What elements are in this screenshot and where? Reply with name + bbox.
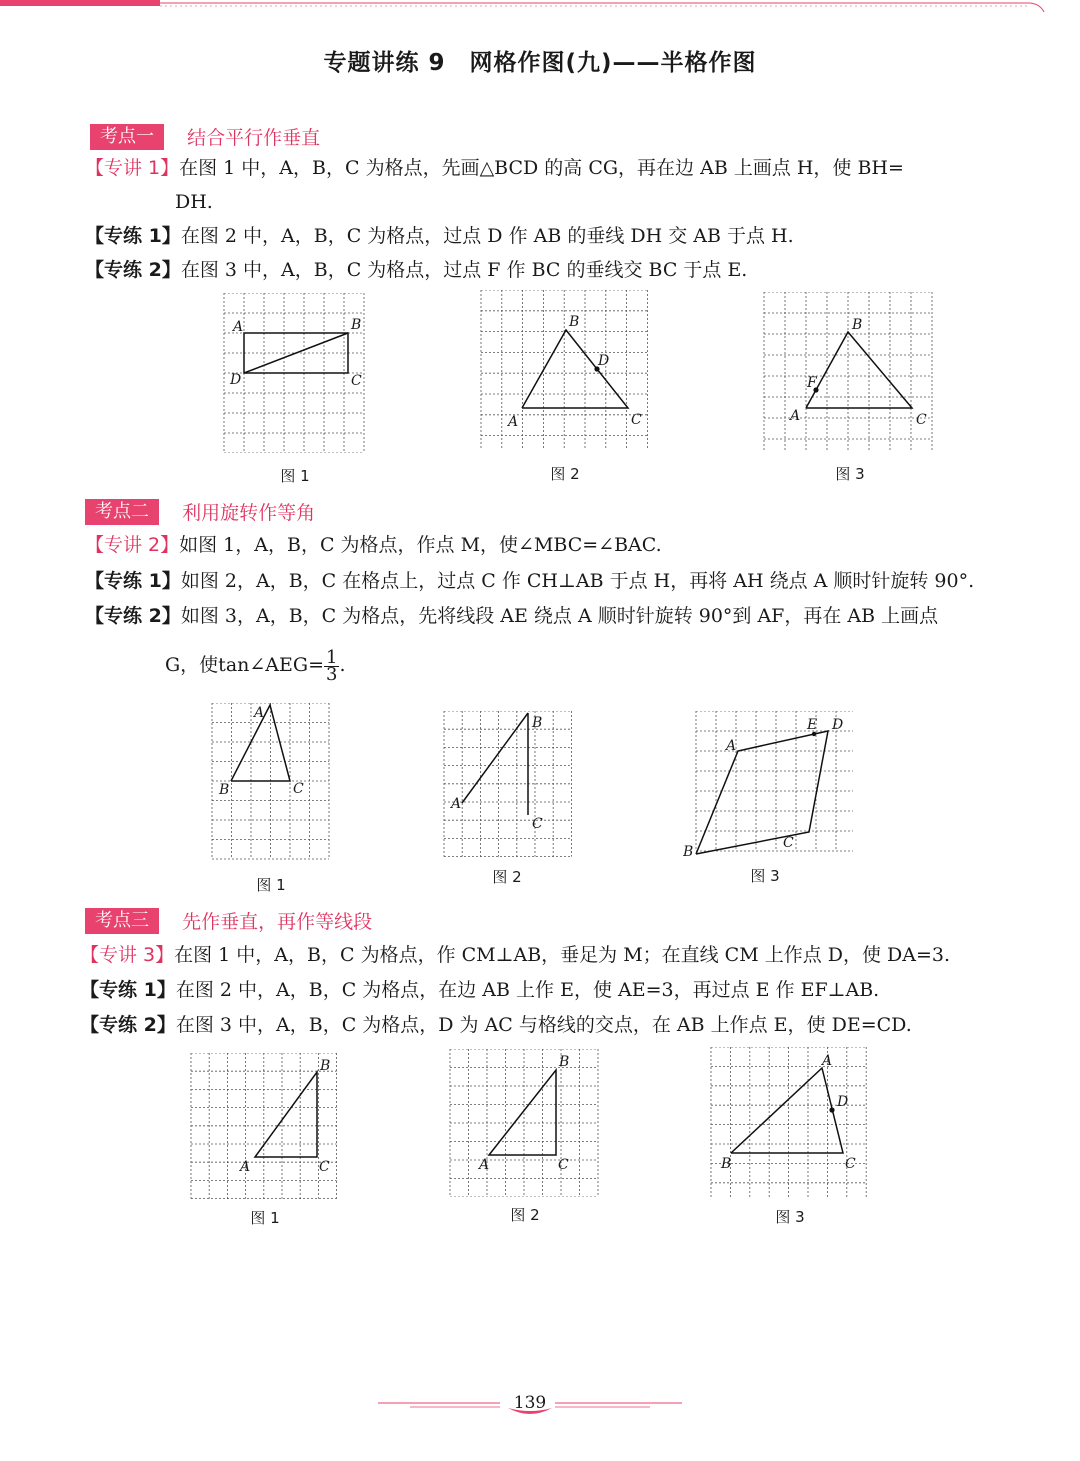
s1-item-2 — [85, 219, 794, 253]
s1-f2-label-D: D — [598, 353, 610, 369]
section-3-badge: 考点三 — [85, 908, 159, 934]
s3-item-1-text: 在图 1 中，A，B，C 为格点，作 CM⊥AB，垂足为 M；在直线 CM 上作点 D，使 DA=3. — [174, 944, 951, 966]
s1-f1-label-C: C — [351, 373, 362, 389]
dashed-grid — [696, 711, 853, 851]
s3-caption-1: 图 1 — [250, 1209, 280, 1227]
s1-f2-label-A: A — [508, 414, 519, 430]
s1-figure-1 — [222, 293, 369, 453]
s2-item-1-text: 如图 1，A，B，C 为格点，作点 M，使∠MBC=∠BAC. — [179, 534, 662, 556]
s1-f3-label-C: C — [916, 412, 927, 428]
s1-caption-3: 图 3 — [835, 465, 865, 483]
dashed-grid — [450, 1049, 598, 1197]
s2-item-3-end: . — [339, 654, 346, 676]
section-1-header — [90, 123, 320, 149]
s2-item-3-tag: 【专练 2】 — [85, 605, 181, 627]
s1-item-2-text: 在图 2 中，A，B，C 为格点，过点 D 作 AB 的垂线 DH 交 AB 于点 H. — [180, 225, 794, 247]
s1-item-1-text: 在图 1 中，A，B，C 为格点，先画△BCD 的高 CG，再在边 AB 上画点 H，使 BH= — [179, 157, 904, 179]
s2-f1-label-A: A — [254, 705, 265, 721]
s1-item-1 — [85, 151, 904, 185]
s3-f3-label-C: C — [845, 1156, 856, 1172]
s1-item-1-cont: DH. — [175, 191, 213, 213]
s3-f1-label-C: C — [319, 1159, 330, 1175]
s2-f3-label-E: E — [807, 717, 818, 733]
dashed-grid — [444, 711, 571, 857]
section-2-title: 利用旋转作等角 — [182, 502, 316, 524]
s1-figure-2 — [480, 290, 650, 450]
s1-item-3-text: 在图 3 中，A，B，C 为格点，过点 F 作 BC 的垂线交 BC 于点 E. — [180, 259, 748, 281]
s3-f2-label-A: A — [479, 1157, 490, 1173]
section-2-header — [85, 498, 315, 524]
s1-f3-label-F: F — [807, 375, 817, 391]
s3-item-2-text: 在图 2 中，A，B，C 为格点，在边 AB 上作 E，使 AE=3，再过点 E 作 EF⊥AB. — [175, 979, 880, 1001]
section-1-title: 结合平行作垂直 — [187, 127, 321, 149]
s3-f3-point-D — [829, 1107, 834, 1112]
s3-f1-label-A: A — [240, 1159, 251, 1175]
s2-item-2 — [85, 564, 974, 598]
s3-figure-2 — [449, 1049, 600, 1197]
s1-item-2-tag: 【专练 1】 — [85, 225, 181, 247]
s2-f3-label-A: A — [726, 738, 737, 754]
s2-item-3 — [85, 599, 938, 633]
s1-f1-label-A: A — [233, 319, 244, 335]
s2-f2-label-B: B — [532, 715, 543, 731]
s2-caption-2: 图 2 — [492, 868, 522, 886]
fraction-one-third — [324, 646, 339, 685]
s1-figure-3 — [762, 292, 935, 450]
s3-f3-label-D: D — [837, 1094, 849, 1110]
s2-f1-label-C: C — [293, 781, 304, 797]
s2-caption-1: 图 1 — [256, 876, 286, 894]
s2-item-1 — [85, 528, 662, 562]
s2-caption-3: 图 3 — [750, 867, 780, 885]
s3-f2-label-C: C — [558, 1157, 569, 1173]
section-1-badge: 考点一 — [90, 124, 164, 150]
page-number: 139 — [513, 1393, 547, 1413]
s3-f3-triangle — [731, 1068, 843, 1153]
s2-f1-label-B: B — [219, 782, 230, 798]
s2-item-2-tag: 【专练 1】 — [85, 570, 181, 592]
dashed-grid — [481, 290, 647, 450]
dashed-grid — [711, 1047, 866, 1197]
s1-item-1-tag: 【专讲 1】 — [85, 157, 180, 179]
top-decoration — [0, 0, 1080, 14]
dashed-grid — [764, 292, 932, 450]
s3-item-3-text: 在图 3 中，A，B，C 为格点，D 为 AC 与格线的交点，在 AB 上作点 E，使 DE=CD. — [175, 1014, 912, 1036]
s3-caption-3: 图 3 — [775, 1208, 805, 1226]
s2-f3-label-C: C — [783, 835, 794, 851]
s1-f3-label-B: B — [852, 317, 863, 333]
s1-f2-triangle — [522, 330, 628, 408]
s2-f2-label-A: A — [451, 796, 462, 812]
s3-item-2-tag: 【专练 1】 — [80, 979, 176, 1001]
fraction-numerator: 1 — [326, 646, 338, 668]
s3-f2-label-B: B — [559, 1054, 570, 1070]
s2-item-1-tag: 【专讲 2】 — [85, 534, 180, 556]
s1-caption-1: 图 1 — [280, 467, 310, 485]
s2-f3-label-B: B — [683, 844, 694, 858]
s3-figure-1 — [190, 1053, 339, 1201]
s1-caption-2: 图 2 — [550, 465, 580, 483]
s1-f1-label-B: B — [351, 317, 362, 333]
s2-item-3-cont-text: G，使tan∠AEG= — [165, 654, 324, 676]
s1-f2-label-C: C — [631, 412, 642, 428]
s2-figure-2 — [442, 711, 572, 858]
s1-f2-label-B: B — [569, 314, 580, 330]
s2-figure-1 — [210, 703, 332, 860]
s2-f2-segment-AB — [462, 713, 528, 803]
s2-item-3-text: 如图 3，A，B，C 为格点，先将线段 AE 绕点 A 顺时针旋转 90°到 AF，再在 AB 上画点 — [180, 605, 939, 627]
s2-f3-label-D: D — [832, 717, 844, 733]
s3-f3-label-B: B — [721, 1156, 732, 1172]
s2-item-3-cont — [165, 648, 346, 683]
s1-f1-label-D: D — [230, 372, 242, 388]
s1-item-3-tag: 【专练 2】 — [85, 259, 181, 281]
s2-figure-3 — [683, 711, 853, 858]
s3-f3-label-A: A — [822, 1053, 833, 1069]
s1-f3-label-A: A — [790, 408, 801, 424]
page-title: 专题讲练 9 网格作图(九)——半格作图 — [323, 50, 757, 76]
s3-item-3-tag: 【专练 2】 — [80, 1014, 176, 1036]
s2-f2-label-C: C — [532, 816, 543, 832]
s1-item-3 — [85, 253, 747, 287]
fraction-denominator: 3 — [326, 663, 338, 685]
s3-caption-2: 图 2 — [510, 1206, 540, 1224]
s3-f1-label-B: B — [320, 1058, 331, 1074]
section-2-badge: 考点二 — [85, 499, 159, 525]
section-3-title: 先作垂直，再作等线段 — [182, 911, 373, 933]
section-3-header — [85, 907, 372, 933]
s3-item-3 — [80, 1008, 912, 1042]
s3-f2-triangle — [489, 1070, 556, 1155]
s2-item-2-text: 如图 2，A，B，C 在格点上，过点 C 作 CH⊥AB 于点 H，再将 AH 绕点 A 顺时针旋转 90°. — [180, 570, 975, 592]
s3-item-1 — [80, 938, 950, 972]
s3-item-2 — [80, 973, 879, 1007]
s3-item-1-tag: 【专讲 3】 — [80, 944, 175, 966]
s3-figure-3 — [710, 1047, 868, 1197]
